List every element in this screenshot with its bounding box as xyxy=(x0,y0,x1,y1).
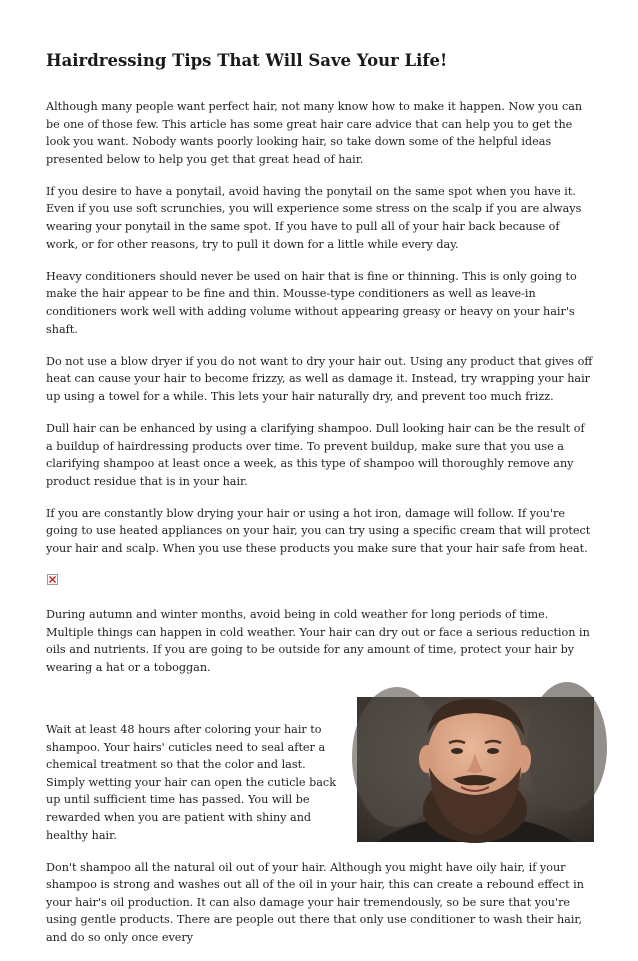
paragraph-clarifying-shampoo: Dull hair can be enhanced by using a clarifying shampoo. Dull looking hair can be the result of a buildup of hairdressing products over time. To prevent buildup, make sure that you use a clarifying shampoo at least once a week, as this type of shampoo will thoroughly remove any product residue that is in your hair. xyxy=(46,421,585,488)
article-body xyxy=(46,98,594,961)
bearded-man-photo xyxy=(357,697,594,842)
paragraph-ponytail: If you desire to have a ponytail, avoid having the ponytail on the same spot when you have it. Even if you use soft scrunchies, you will experience some stress on the scalp if you are always wearing your ponytail in the same spot. If you have to pull all of your hair back because of work, or for other reasons, try to pull it down for a little while every day. xyxy=(46,184,582,251)
paragraph-wait-48-hours: Wait at least 48 hours after coloring your hair to shampoo. Your hairs' cuticles need to seal after a chemical treatment so that the color and last. Simply wetting your hair can open the cuticle back up until sufficient time has passed. You will be rewarded when you are patient with shiny and healthy hair. xyxy=(46,722,336,842)
paragraph-natural-oil: Don't shampoo all the natural oil out of your hair. Although you might have oily hair, if your shampoo is strong and washes out all of the oil in your hair, this can create a rebound effect in your hair's oil production. It can also damage your hair tremendously, so be sure that you're using gentle products. There are people out there that only use conditioner to wash their hair, and do so only once every xyxy=(46,860,584,944)
article-title: Hairdressing Tips That Will Save Your Life! xyxy=(46,51,448,70)
broken-image-icon xyxy=(47,574,58,585)
document-page xyxy=(46,0,594,944)
paragraph-intro: Although many people want perfect hair, not many know how to make it happen. Now you can be one of those few. This article has some great hair care advice that can help you to get the look you want. Nobody wants poorly looking hair, so take down some of the helpful ideas presented below to help you get that great head of hair. xyxy=(46,100,583,166)
paragraph-cold-weather: During autumn and winter months, avoid being in cold weather for long periods of time. Multiple things can happen in cold weather. Your hair can dry out or face a serious reduction in oils and nutrients. If you are going to be outside for any amount of time, protect your hair by wearing a hat or a toboggan. xyxy=(46,608,590,674)
paragraph-blow-dryer: Do not use a blow dryer if you do not want to dry your hair out. Using any product that gives off heat can cause your hair to become frizzy, as well as damage it. Instead, try wrapping your hair up using a towel for a while. This lets your hair naturally dry, and prevent too much frizz. xyxy=(46,354,593,403)
paragraph-conditioners: Heavy conditioners should never be used on hair that is fine or thinning. This is only going to make the hair appear to be fine and thin. Mousse-type conditioners as well as leave-in conditioners work well with adding volume without appearing greasy or heavy on your hair's shaft. xyxy=(46,269,577,336)
paragraph-heat-protection: If you are constantly blow drying your hair or using a hot iron, damage will follow. If you're going to use heated appliances on your hair, you can try using a specific cream that will protect your hair and scalp. When you use these products you make sure that your hair safe from heat. xyxy=(46,506,591,555)
broken-image-placeholder xyxy=(46,572,594,606)
